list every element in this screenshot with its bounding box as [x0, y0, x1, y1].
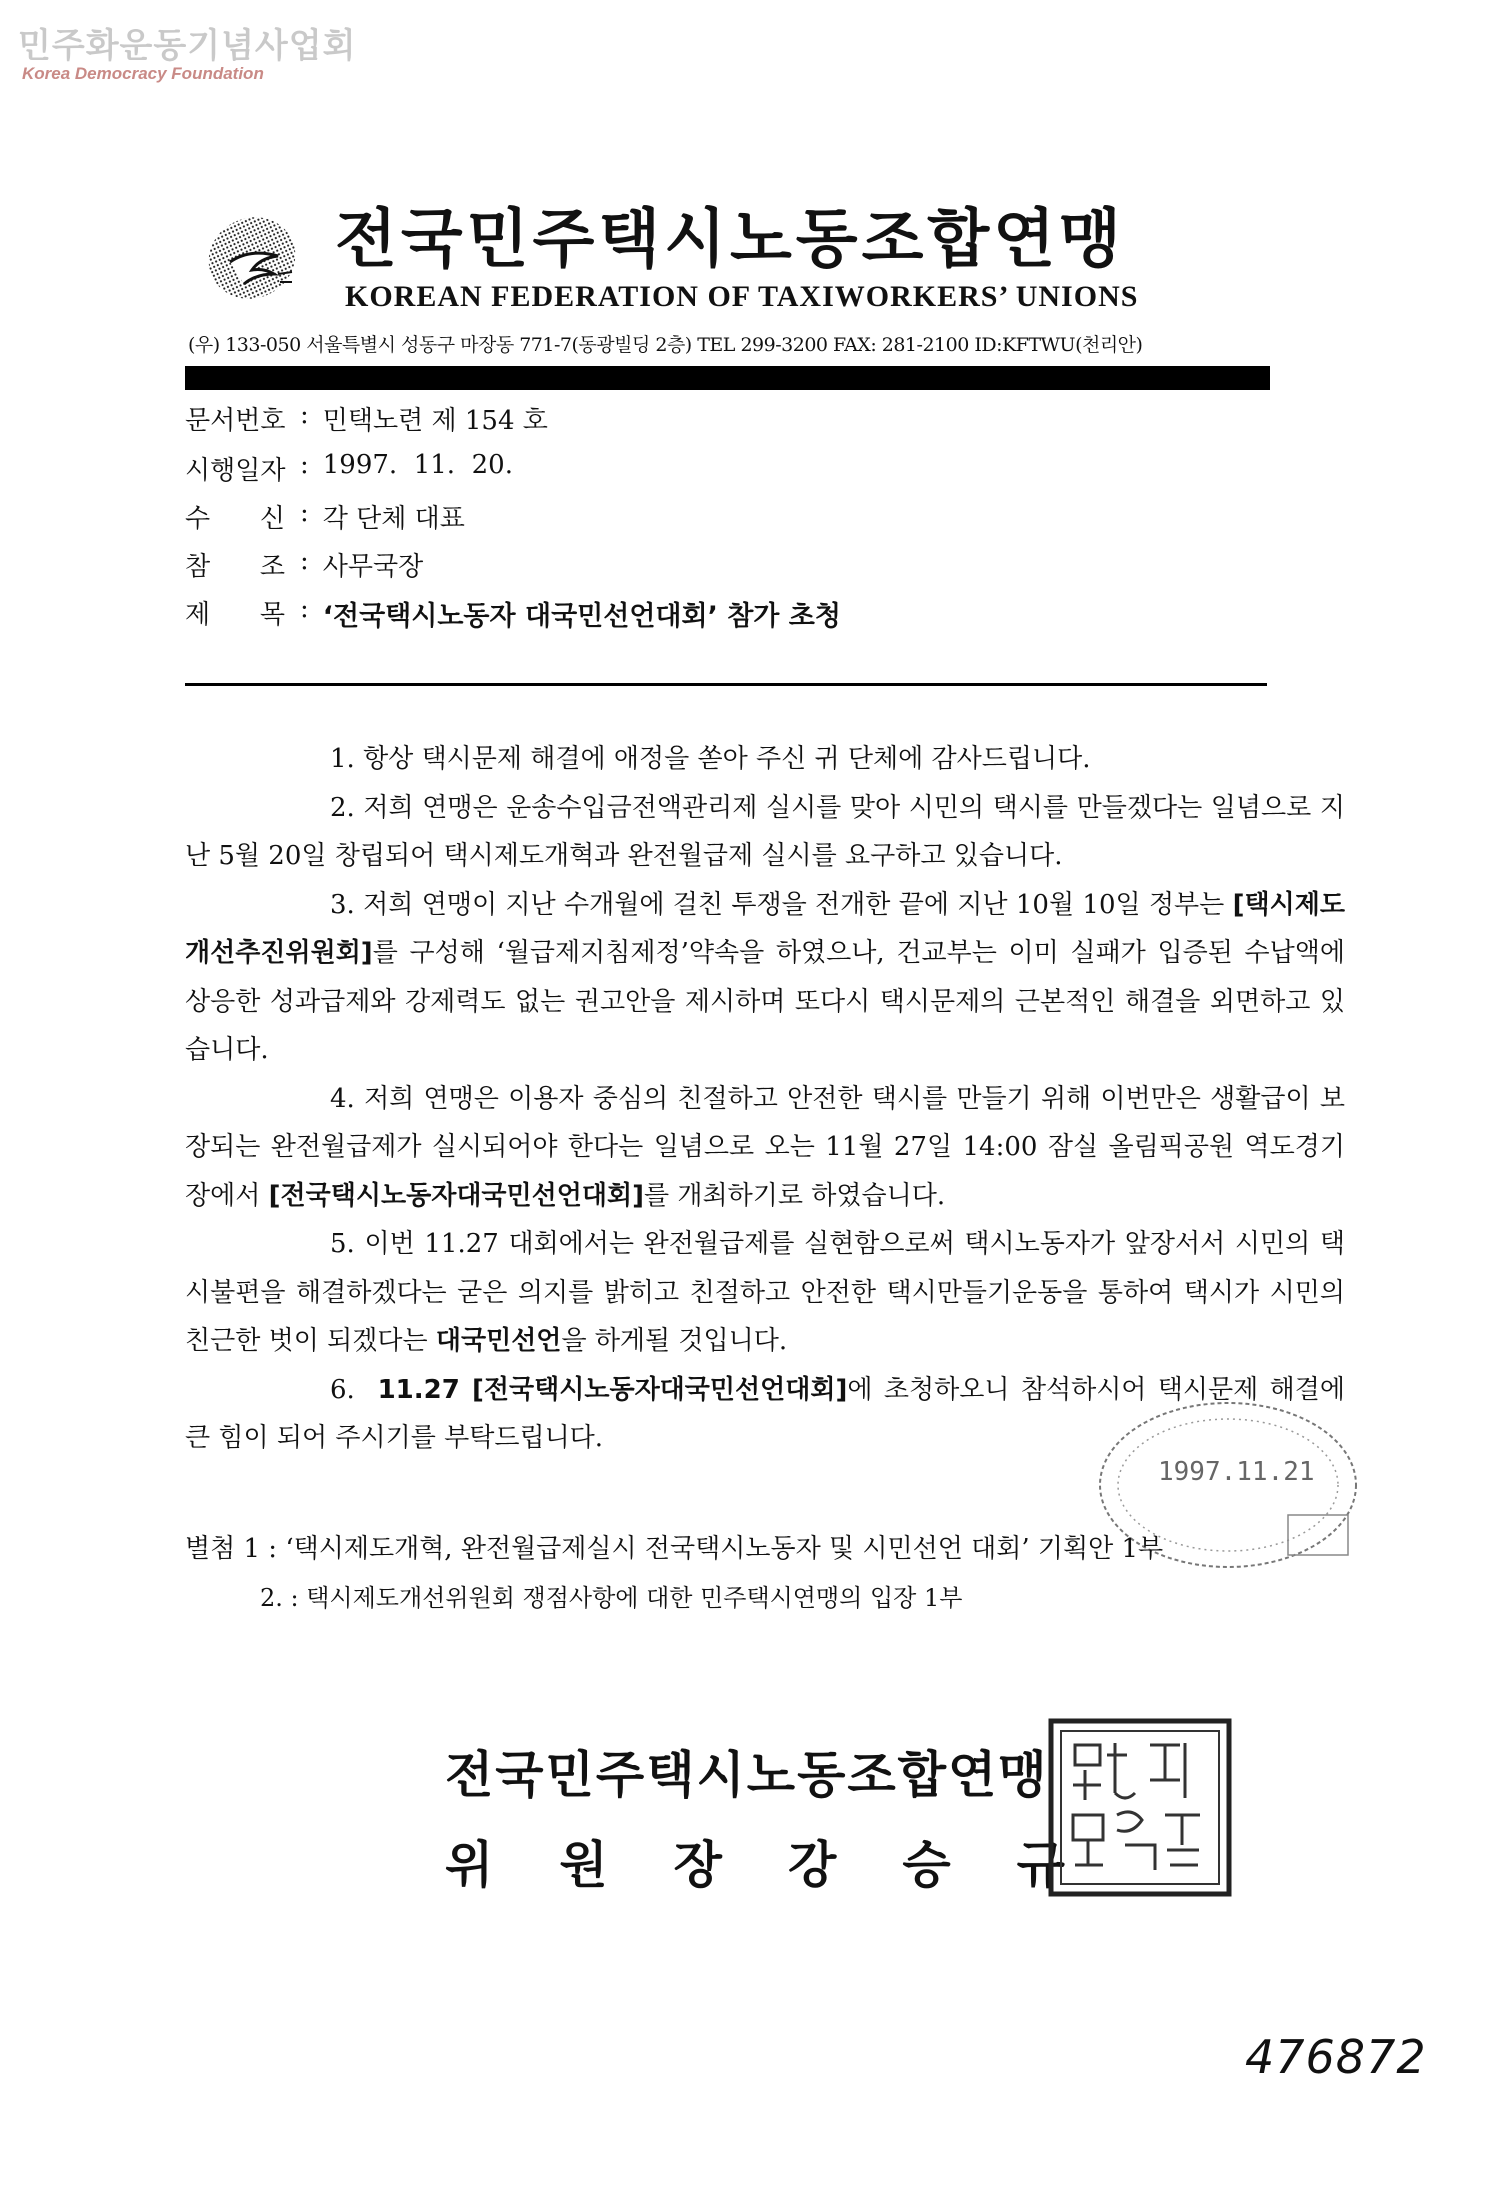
- paragraph-5-declaration: 대국민선언: [435, 1326, 562, 1356]
- meta-recipient: [185, 498, 465, 535]
- header-divider: [185, 366, 1270, 390]
- paragraph-1: 1. 항상 택시문제 해결에 애정을 쏟아 주신 귀 단체에 감사드립니다.: [330, 744, 1091, 774]
- recipient-label: [185, 498, 285, 535]
- paragraph-3-committee: [택시제도개선추진위원회]: [185, 889, 1345, 968]
- signature-char: 위: [445, 1836, 494, 1894]
- paragraph-3: [185, 881, 1345, 1075]
- signature-org: 전국민주택시노동조합연맹: [445, 1746, 1049, 1804]
- colon: :: [300, 450, 309, 480]
- subject-label: [185, 594, 285, 633]
- watermark-english: Korea Democracy Foundation: [22, 64, 264, 83]
- federation-logo: [200, 200, 312, 312]
- signature-char: 장: [673, 1836, 722, 1894]
- recipient-value: 각 단체 대표: [322, 504, 465, 534]
- meta-divider: [185, 683, 1267, 686]
- paragraph-6-text-a: 6.: [330, 1374, 378, 1405]
- reference-label-char-2: 조: [259, 552, 285, 582]
- attachment-2: 2. : 택시제도개선위원회 쟁점사항에 대한 민주택시연맹의 입장 1부: [260, 1584, 963, 1612]
- letterhead-org-korean: 전국민주택시노동조합연맹: [335, 203, 1125, 277]
- paragraph-5-text-a: 5. 이번 11.27 대회에서는 완전월급제를 실현함으로써 택시노동자가 앞장서서 시민의 택시불편을 해결하겠다는 굳은 의지를 밝히고 친절하고 안전한 택시만들기운동을 통하여 택시가 시민의 친근한 벗이 되겠다는: [185, 1229, 1345, 1356]
- signature-title-name: [445, 1825, 1065, 1897]
- date-label: 시행일자: [185, 456, 286, 486]
- paragraph-6-event: 11.27 [전국택시노동자대국민선언대회]: [377, 1374, 848, 1405]
- stamp-date: 1997.11.21: [1158, 1457, 1315, 1487]
- signature-char: 승: [902, 1836, 951, 1894]
- reference-value: 사무국장: [322, 552, 424, 582]
- paragraph-5: [185, 1220, 1345, 1366]
- signature-char: 원: [559, 1836, 608, 1894]
- paragraph-4-text-c: 를 개최하기로 하였습니다.: [644, 1180, 946, 1211]
- recipient-label-char-2: 신: [259, 504, 285, 534]
- paragraph-3-text-c: 를 구성해 ‘월급제지침제정’약속을 하였으나, 건교부는 이미 실패가 입증된 수납액에 상응한 성과급제와 강제력도 없는 권고안을 제시하며 또다시 택시문제의 근본적인 해결을 외면하고 있습니다.: [185, 938, 1345, 1065]
- attachment-1: [185, 1528, 1163, 1565]
- colon: :: [300, 546, 309, 576]
- meta-date: [185, 450, 513, 487]
- attachment-1-text: ‘택시제도개혁, 완전월급제실시 전국택시노동자 및 시민선언 대회’ 기획안 1부: [285, 1534, 1164, 1564]
- paragraph-6-text-c: 에 초청하오니 참석하시어 택시문제 해결에 큰 힘이 되어 주시기를 부탁드립니다.: [185, 1374, 1346, 1453]
- attachment-label: 별첨 1 :: [185, 1534, 278, 1564]
- paragraph-4-text-a: 4. 저희 연맹은 이용자 중심의 친절하고 안전한 택시를 만들기 위해 이번만은 생활급이 보장되는 완전월급제가 실시되어야 한다는 일념으로 오는 11월 27일 14:00 잠실 올림픽공원 역도경기장에서: [185, 1083, 1345, 1211]
- paragraph-4: [185, 1075, 1345, 1221]
- recipient-label-char-1: 수: [185, 504, 211, 534]
- paragraph-5-text-c: 을 하게될 것입니다.: [561, 1326, 788, 1356]
- colon: :: [300, 594, 309, 624]
- handwritten-archive-number: 476872: [1245, 2030, 1427, 2084]
- paragraph-2: 2. 저희 연맹은 운송수입금전액관리제 실시를 맞아 시민의 택시를 만들겠다는 일념으로 지난 5월 20일 창립되어 택시제도개혁과 완전월급제 실시를 요구하고 있습니다.: [185, 792, 1345, 871]
- reference-label: [185, 546, 285, 583]
- meta-doc-number: [185, 400, 548, 437]
- paragraph-3-text-a: 3. 저희 연맹이 지난 수개월에 걸친 투쟁을 전개한 끝에 지난 10월 10일 정부는: [330, 889, 1233, 920]
- letterhead-address: (우) 133-050 서울특별시 성동구 마장동 771-7(동광빌딩 2층) TEL 299-3200 FAX: 281-2100 ID:KFTWU(천리안): [188, 334, 1143, 356]
- subject-label-char-2: 목: [259, 600, 285, 630]
- letter-body: [185, 735, 1345, 1463]
- subject-label-char-1: 제: [185, 600, 211, 630]
- subject-value: ‘전국택시노동자 대국민선언대회’ 참가 초청: [322, 601, 841, 632]
- paragraph-4-event: [전국택시노동자대국민선언대회]: [268, 1180, 645, 1211]
- doc-number-value: 민택노련 제 154 호: [322, 406, 548, 436]
- signature-char: 규: [1016, 1836, 1065, 1894]
- official-seal: [1045, 1715, 1235, 1900]
- doc-number-label: 문서번호: [185, 406, 286, 436]
- signature-char: 강: [787, 1836, 837, 1894]
- date-value: 1997. 11. 20.: [322, 450, 513, 480]
- colon: :: [300, 400, 309, 430]
- watermark-korean: 민주화운동기념사업회: [18, 26, 357, 66]
- colon: :: [300, 498, 309, 528]
- letterhead-org-english: KOREAN FEDERATION OF TAXIWORKERS’ UNIONS: [345, 280, 1139, 313]
- meta-subject: [185, 594, 841, 633]
- reference-label-char-1: 참: [185, 552, 211, 582]
- meta-reference: [185, 546, 423, 583]
